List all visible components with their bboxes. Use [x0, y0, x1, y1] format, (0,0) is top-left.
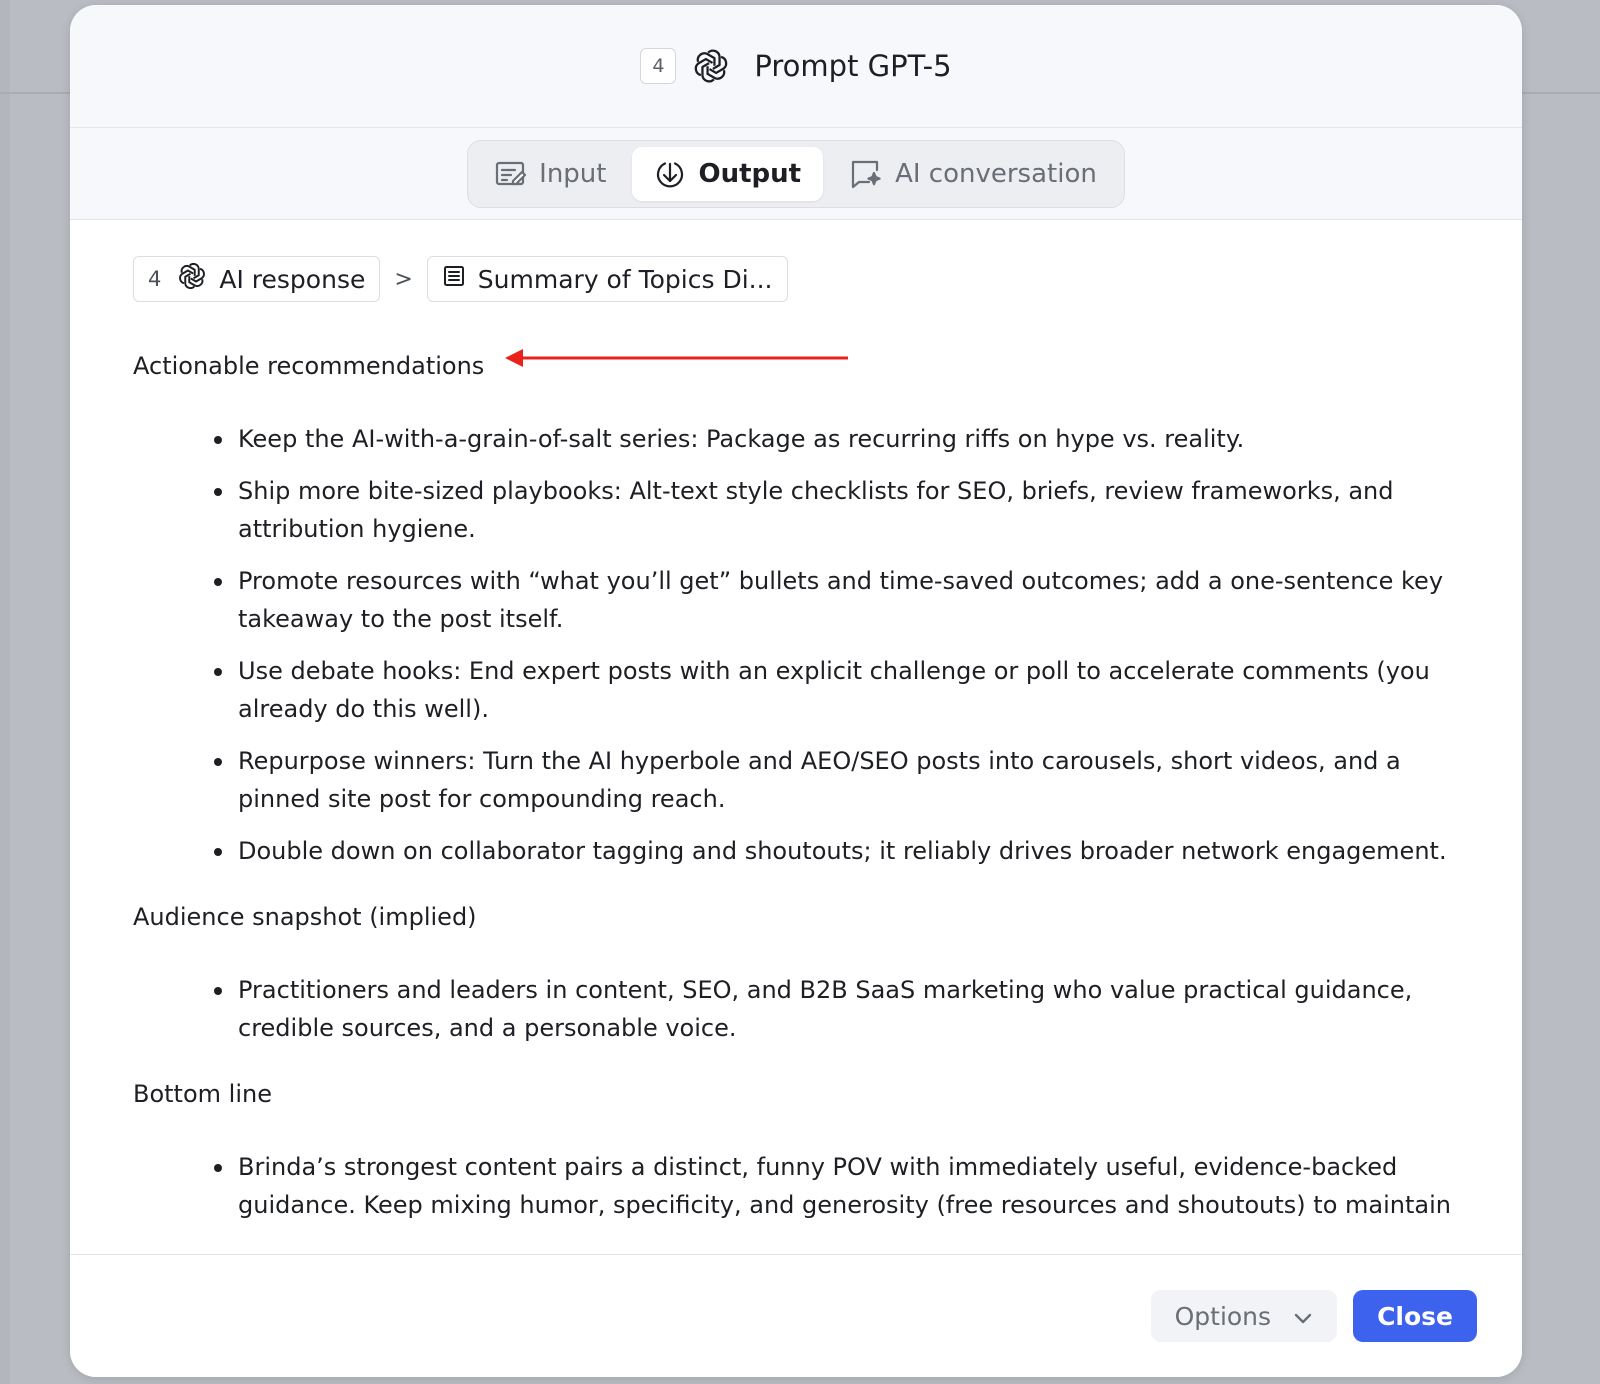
breadcrumb	[133, 256, 788, 302]
dialog-header	[70, 5, 1522, 128]
section-heading: Actionable recommendations	[133, 352, 485, 380]
output-content[interactable]	[70, 221, 1522, 1254]
annotation-arrow	[505, 346, 850, 370]
list-item: Keep the AI-with-a-grain-of-salt series: Package as recurring riffs on hype vs. reality.	[238, 420, 1463, 458]
tab-label: Output	[698, 158, 802, 189]
chevron-down-icon	[1293, 1302, 1313, 1331]
section-heading: Bottom line	[133, 1080, 272, 1108]
step-number: 4	[148, 267, 162, 291]
view-tabs	[467, 140, 1125, 208]
options-button[interactable]	[1151, 1290, 1337, 1342]
openai-logo-icon	[692, 47, 730, 85]
list-item: Ship more bite-sized playbooks: Alt-text style checklists for SEO, briefs, review frameworks, and attribution hygiene.	[238, 472, 1463, 548]
breadcrumb-label: AI response	[219, 264, 366, 294]
list-item: Repurpose winners: Turn the AI hyperbole and AEO/SEO posts into carousels, short videos, and a pinned site post for compounding reach.	[238, 742, 1463, 818]
list-item: Practitioners and leaders in content, SEO, and B2B SaaS marketing who value practical guidance, credible sources, and a personable voice.	[238, 971, 1463, 1047]
breadcrumb-separator: >	[394, 266, 413, 292]
openai-logo-icon	[177, 261, 207, 297]
list-item: Use debate hooks: End expert posts with an explicit challenge or poll to accelerate comments (you already do this well).	[238, 652, 1463, 728]
document-icon	[442, 264, 466, 294]
step-number-badge: 4	[640, 48, 676, 84]
list-item: Double down on collaborator tagging and shoutouts; it reliably drives broader network engagement.	[238, 832, 1463, 870]
close-button[interactable]: Close	[1353, 1290, 1477, 1342]
bullet-list	[133, 1148, 1463, 1224]
backdrop-panel	[0, 0, 10, 1384]
breadcrumb-item-summary[interactable]	[427, 256, 788, 302]
backdrop-divider	[1520, 92, 1600, 94]
breadcrumb-item-ai-response[interactable]	[133, 256, 380, 302]
prompt-output-dialog	[70, 5, 1522, 1377]
list-item: Promote resources with “what you’ll get” bullets and time-saved outcomes; add a one-sentence key takeaway to the post itself.	[238, 562, 1463, 638]
tab-ai-conversation[interactable]	[827, 147, 1119, 201]
response-body	[133, 349, 1463, 1254]
bullet-list	[133, 420, 1463, 870]
tab-label: Input	[539, 158, 607, 189]
options-label: Options	[1174, 1301, 1272, 1331]
tab-output[interactable]	[632, 147, 823, 201]
dialog-footer	[70, 1254, 1522, 1377]
list-item: Brinda’s strongest content pairs a distinct, funny POV with immediately useful, evidence-backed guidance. Keep mixing humor, specificity, and generosity (free resources and shoutouts) to maintain	[238, 1148, 1463, 1224]
tab-label: AI conversation	[895, 158, 1097, 189]
chat-sparkle-icon	[849, 158, 883, 190]
section-heading: Audience snapshot (implied)	[133, 903, 477, 931]
download-circle-icon	[654, 158, 686, 190]
bullet-list	[133, 971, 1463, 1047]
dialog-title: Prompt GPT-5	[754, 49, 952, 83]
backdrop-divider	[0, 92, 70, 94]
tab-input[interactable]	[473, 147, 628, 201]
edit-text-icon	[495, 160, 527, 188]
tabs-bar	[70, 128, 1522, 220]
breadcrumb-label: Summary of Topics Di...	[477, 264, 773, 294]
